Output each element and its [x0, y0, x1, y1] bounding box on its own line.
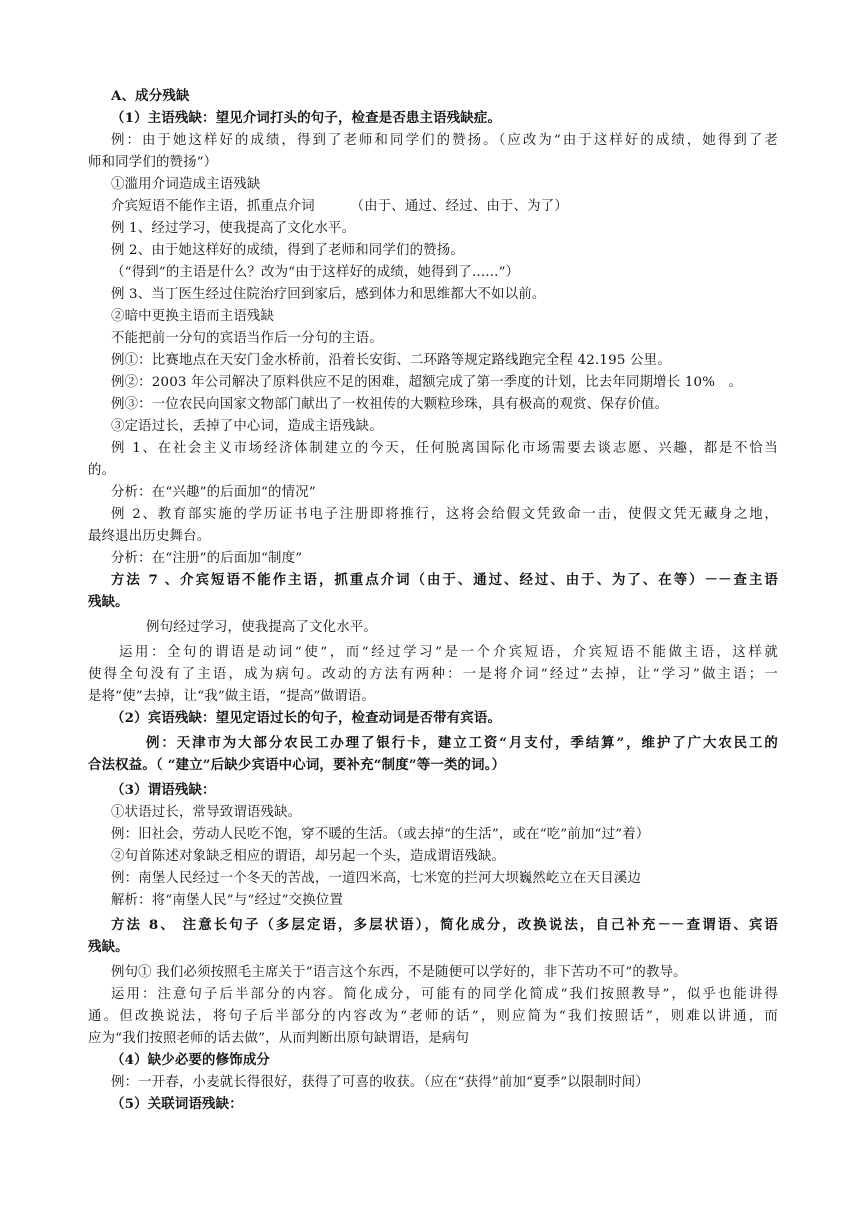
text-line: 解析：将“南堡人民”与“经过”交换位置 [111, 893, 344, 908]
text-line: 师和同学们的赞扬”） [88, 155, 218, 170]
text-line: 例：天津市为大部分农民工办理了银行卡，建立工资“月支付，季结算”，维护了广大农民工的 [146, 735, 778, 751]
text-line: ③定语过长，丢掉了中心词，造成主语残缺。 [111, 419, 383, 434]
text-line: （“得到”的主语是什么？改为“由于这样好的成绩，她得到了......”） [111, 265, 520, 280]
text-line: 例：旧社会，劳动人民吃不饱，穿不暖的生活。（或去掉“的生活”，或在“吃”前加“过”着） [111, 827, 650, 842]
section-heading: A、成分残缺 [111, 88, 190, 104]
text-line: 例 3、当丁医生经过住院治疗回到家后，感到体力和思维都大不如以前。 [111, 287, 546, 302]
text-line: 不能把前一分句的宾语当作后一分句的主语。 [111, 331, 383, 346]
method-heading: 方法 8、 注意长句子（多层定语，多层状语），简化成分，改换说法，自己补充－－查谓语、宾语 [111, 917, 778, 933]
text-line: 例：南堡人民经过一个冬天的苦战，一道四米高，七米宽的拦河大坝巍然屹立在天目溪边 [111, 871, 642, 886]
subheading: （2）宾语残缺：望见定语过长的句子，检查动词是否带有宾语。 [111, 710, 502, 726]
text-line: 例句① 我们必须按照毛主席关于“语言这个东西，不是随便可以学好的，非下苦功不可”的教导。 [111, 965, 687, 980]
text-line: 分析：在“兴趣”的后面加“的情况” [111, 485, 316, 500]
text-line: ①滥用介词造成主语残缺 [111, 177, 261, 192]
text-line: 最终退出历史舞台。 [88, 529, 211, 544]
text-line: 分析：在“注册”的后面加“制度” [111, 551, 303, 566]
text-line: 例 2、教育部实施的学历证书电子注册即将推行，这将会给假文凭致命一击，使假文凭无藏身之地， [111, 507, 778, 522]
method-heading: 残缺。 [88, 939, 129, 955]
text-line: 例①：比赛地点在天安门金水桥前，沿着长安街、二环路等规定路线跑完全程 42.195 公里。 [111, 353, 671, 368]
text-line: 的。 [88, 463, 116, 478]
text-line: 运用：全句的谓语是动词“使”，而“经过学习”是一个介宾短语，介宾短语不能做主语，这样就 [119, 645, 778, 660]
text-line: 是将“使”去掉，让“我”做主语，“提高”做谓语。 [88, 689, 375, 704]
text-line: 使得全句没有了主语，成为病句。改动的方法有两种：一是将介词“经过”去掉，让“学习”做主语；一 [88, 667, 778, 682]
subheading: （3）谓语残缺： [111, 782, 216, 798]
text-line: 例 1、经过学习，使我提高了文化水平。 [111, 221, 356, 236]
text-line: 例：一开春，小麦就长得很好，获得了可喜的收获。（应在“获得”前加“夏季”以限制时间） [111, 1075, 649, 1090]
subheading: （5）关联词语残缺： [111, 1096, 243, 1112]
text-line: ②句首陈述对象缺乏相应的谓语，却另起一个头，造成谓语残缺。 [111, 849, 506, 864]
subheading: （1）主语残缺：望见介词打头的句子，检查是否患主语残缺症。 [111, 110, 502, 126]
text-line: 例 1、在社会主义市场经济体制建立的今天，任何脱离国际化市场需要去谈志愿、兴趣，都是不恰当 [111, 441, 778, 456]
text-line: 介宾短语不能作主语，抓重点介词 （由于、通过、经过、由于、为了） [111, 199, 568, 214]
text-line: 例句经过学习，使我提高了文化水平。 [146, 620, 378, 635]
text-line: 通。但改换说法，将句子后半部分的内容改为“老师的话”，则应简为“我们按照话”，则难以讲通，而 [88, 1009, 778, 1024]
method-heading: 残缺。 [88, 594, 129, 610]
text-line: ①状语过长，常导致谓语残缺。 [111, 805, 302, 820]
subheading: （4）缺少必要的修饰成分 [111, 1052, 271, 1068]
text-line: 合法权益。（ “建立”后缺少宾语中心词，要补充“制度”等一类的词。） [88, 757, 506, 773]
text-line: 例 2、由于她这样好的成绩，得到了老师和同学们的赞扬。 [111, 243, 464, 258]
text-line: 例③：一位农民向国家文物部门献出了一枚祖传的大颗粒珍珠，具有极高的观赏、保存价值。 [111, 397, 669, 412]
method-heading: 方法 7 、介宾短语不能作主语，抓重点介词（由于、通过、经过、由于、为了、在等）－－查主语 [111, 572, 778, 588]
text-line: 应为“我们按照老师的话去做”，从而判断出原句缺谓语，是病句 [88, 1031, 470, 1046]
text-line: 例②：2003 年公司解决了原料供应不足的困难，超额完成了第一季度的计划，比去年同期增长 10% 。 [111, 375, 743, 390]
text-line: 例：由于她这样好的成绩，得到了老师和同学们的赞扬。（应改为“由于这样好的成绩，她得到了老 [111, 133, 778, 148]
text-line: 运用：注意句子后半部分的内容。简化成分，可能有的同学化简成“我们按照教导”，似乎也能讲得 [111, 987, 778, 1002]
text-line: ②暗中更换主语而主语残缺 [111, 309, 275, 324]
